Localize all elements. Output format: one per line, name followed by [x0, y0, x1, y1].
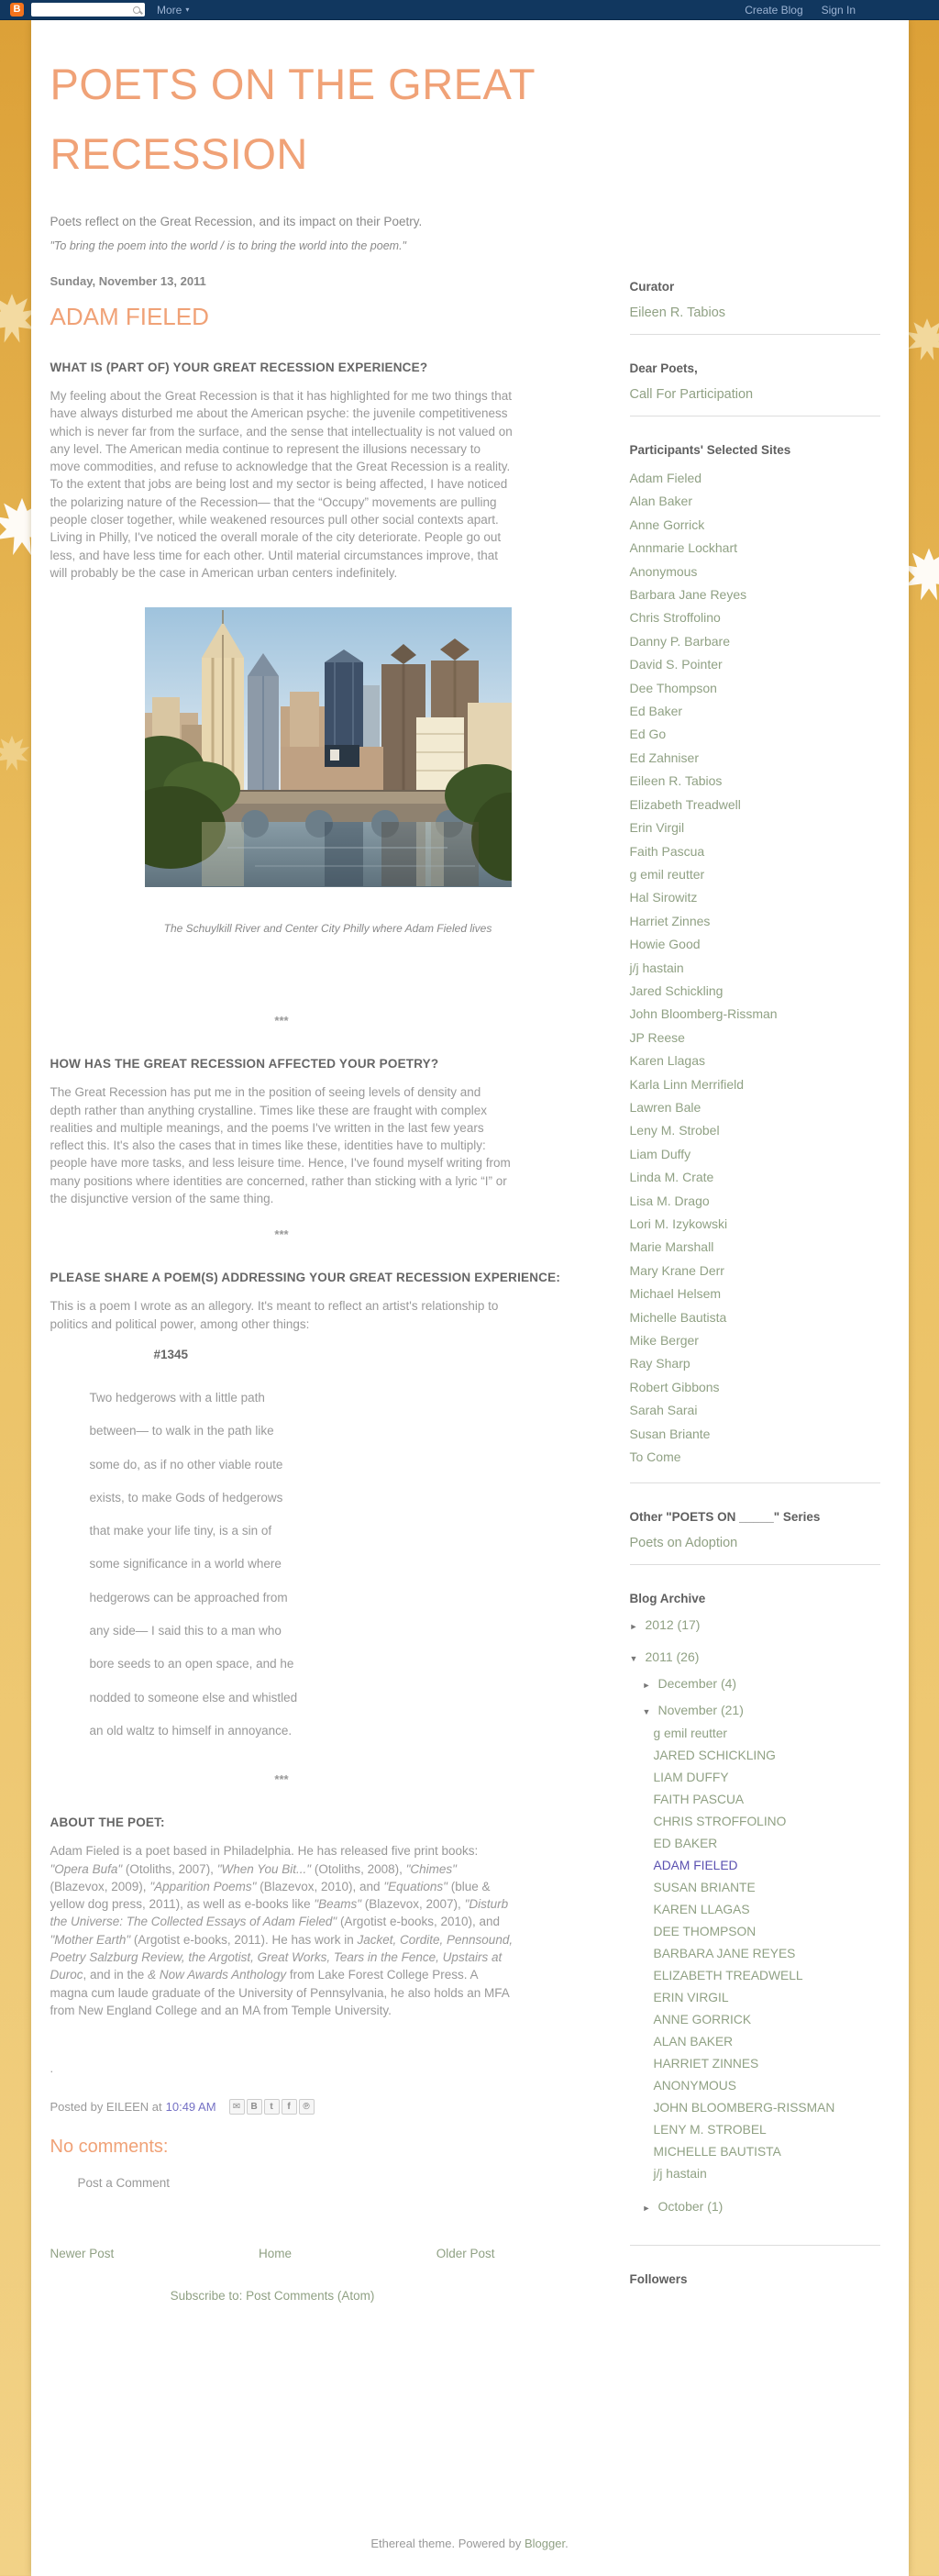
search-input[interactable]	[36, 5, 133, 15]
blogger-link[interactable]: Blogger	[524, 2537, 566, 2550]
section-separator: ***	[274, 1014, 289, 1028]
archive-post-link[interactable]: FAITH PASCUA	[653, 1793, 745, 1807]
arrow-right-icon[interactable]: ►	[642, 1681, 651, 1691]
post-image-philly-skyline[interactable]	[145, 607, 512, 887]
section-separator: ***	[274, 1772, 289, 1787]
arrow-down-icon[interactable]: ▼	[629, 1654, 638, 1664]
poem-line: an old waltz to himself in annoyance.	[89, 1723, 293, 1738]
share-icon[interactable]: B	[247, 2099, 262, 2115]
sign-in-link[interactable]: Sign In	[821, 3, 856, 17]
poem-line: some significance in a world where	[89, 1557, 282, 1571]
footer-text: Ethereal theme. Powered by	[370, 2537, 525, 2550]
comments-heading: No comments:	[50, 2137, 169, 2158]
participant-link[interactable]: Ed Baker	[629, 704, 683, 719]
archive-post-link[interactable]: LENY M. STROBEL	[653, 2123, 767, 2137]
share-icon[interactable]: ℗	[299, 2099, 315, 2115]
archive-year-2012-link[interactable]: 2012 (17)	[645, 1617, 701, 1633]
blog-description: Poets reflect on the Great Recession, and its impact on their Poetry.	[50, 215, 423, 228]
archive-post-link[interactable]: MICHELLE BAUTISTA	[653, 2145, 781, 2160]
footer-attribution	[31, 2537, 909, 2550]
participant-link[interactable]: Harriet Zinnes	[629, 913, 711, 928]
archive-post-link[interactable]: HARRIET ZINNES	[653, 2057, 759, 2071]
post-title[interactable]: ADAM FIELED	[50, 303, 209, 330]
archive-november-posts	[654, 1723, 895, 2185]
question-heading-1: WHAT IS (PART OF) YOUR GREAT RECESSION EXPERIENCE?	[50, 361, 428, 374]
search-bar	[31, 3, 145, 17]
home-link[interactable]: Home	[258, 2247, 292, 2261]
share-icon[interactable]: ✉	[229, 2099, 245, 2115]
sidebar-divider	[630, 334, 880, 335]
archive-post-link[interactable]: JARED SCHICKLING	[653, 1749, 776, 1763]
search-icon[interactable]	[133, 6, 140, 14]
posted-by-text: Posted by EILEEN at	[50, 2100, 162, 2115]
participant-link[interactable]: Robert Gibbons	[629, 1379, 720, 1394]
share-buttons	[229, 2099, 315, 2115]
archive-post-link[interactable]: g emil reutter	[653, 1727, 728, 1741]
archive-post-link[interactable]: ERIN VIRGIL	[653, 1991, 729, 2005]
participant-link[interactable]: Linda M. Crate	[629, 1170, 714, 1185]
poem-line: hedgerows can be approached from	[89, 1590, 288, 1604]
answer-paragraph-2: The Great Recession has put me in the position of seeing levels of density and depth rather than anything crystalline. Times like these are fraught with complex realities and multiple meanings, and the poems I've written in the last few years reflect this. It's also the cases that in times like these, identities have to multiply: people have more tasks, and less leisure time. Hence, I've found myself writing from many positions where identities are concerned, rather than sticking with a lyric “I” or the disjunctive version of the same thing.	[50, 1085, 511, 1206]
post-column	[50, 252, 630, 2304]
archive-month-october-link[interactable]: October (1)	[657, 2199, 724, 2215]
archive-post-link[interactable]: LIAM DUFFY	[653, 1771, 729, 1785]
archive-post-link[interactable]: KAREN LLAGAS	[653, 1903, 750, 1917]
more-menu-label: More	[157, 3, 182, 17]
sidebar-divider	[630, 1564, 880, 1565]
poem-line: nodded to someone else and whistled	[89, 1690, 298, 1704]
call-for-participation-link[interactable]: Call For Participation	[629, 387, 754, 402]
participant-link[interactable]: Sarah Sarai	[629, 1403, 698, 1418]
archive-post-link[interactable]: DEE THOMPSON	[653, 1925, 757, 1939]
poem-line: exists, to make Gods of hedgerows	[89, 1490, 283, 1505]
poem-line: bore seeds to an open space, and he	[89, 1657, 294, 1671]
participant-link[interactable]: Ray Sharp	[629, 1356, 690, 1371]
poem-line: any side— I said this to a man who	[89, 1624, 282, 1638]
archive-month-november-link[interactable]: November (21)	[657, 1703, 744, 1718]
poem-line: Two hedgerows with a little path	[89, 1390, 265, 1405]
participant-link[interactable]: Anonymous	[629, 563, 698, 579]
blogger-navbar	[0, 0, 939, 20]
sidebar-divider	[630, 2245, 880, 2246]
section-separator: ***	[274, 1227, 289, 1242]
participant-link[interactable]: Lisa M. Drago	[629, 1193, 710, 1208]
participant-link[interactable]: Ed Zahniser	[629, 749, 699, 765]
participant-link[interactable]: Anne Gorrick	[629, 516, 705, 532]
participant-link[interactable]: g emil reutter	[629, 866, 705, 882]
archive-month-december-link[interactable]: December (4)	[657, 1676, 737, 1692]
share-icon[interactable]: t	[264, 2099, 280, 2115]
navbar-right	[745, 4, 856, 17]
participant-link[interactable]: Liam Duffy	[629, 1146, 691, 1161]
create-blog-link[interactable]: Create Blog	[745, 3, 803, 17]
sidebar-heading-blog-archive: Blog Archive	[629, 1592, 706, 1606]
archive-post-link[interactable]: ADAM FIELED	[653, 1859, 738, 1873]
question-heading-2: HOW HAS THE GREAT RECESSION AFFECTED YOUR POETRY?	[50, 1057, 439, 1071]
blog-header	[31, 20, 909, 252]
chevron-down-icon: ▾	[185, 6, 190, 14]
gadget-blog-archive	[630, 1592, 895, 2219]
participant-link[interactable]: JP Reese	[629, 1029, 685, 1045]
poets-on-adoption-link[interactable]: Poets on Adoption	[629, 1536, 738, 1551]
participant-link[interactable]: Karla Linn Merrifield	[629, 1076, 744, 1092]
participant-link[interactable]: Elizabeth Treadwell	[629, 796, 741, 812]
participant-link[interactable]: Michelle Bautista	[629, 1309, 727, 1325]
arrow-right-icon[interactable]: ►	[629, 1622, 638, 1632]
answer-paragraph-1: My feeling about the Great Recession is that it has highlighted for me two things that have always disturbed me about the American psyche: the juvenile competitiveness which is never far from the surface, and the sense that intellectuality is not valued on any level. The American media continue to represent the illusions necessary to move commodities, and refuse to acknowledge that the Great Recession is a reality. To the extent that jobs are being lost and my sector is being affected, I have noticed the polarizing nature of the Recession— that the “Occupy” movements are pulling people closer together, while weakened resources pull other social contexts apart. Living in Philly, I've noticed the overall morale of the city deteriorate. People go out less, and have less time for each other. Until material circumstances improve, that will probably be the case in American urban centers indefinitely.	[50, 389, 513, 580]
participant-link[interactable]: j/j hastain	[629, 960, 684, 975]
leaf-decoration	[904, 316, 939, 362]
archive-post-link[interactable]: JOHN BLOOMBERG-RISSMAN	[653, 2101, 835, 2115]
question-heading-3: PLEASE SHARE A POEM(S) ADDRESSING YOUR GREAT RECESSION EXPERIENCE:	[50, 1271, 561, 1285]
older-post-link[interactable]: Older Post	[436, 2247, 495, 2261]
subscribe-link[interactable]: Subscribe to: Post Comments (Atom)	[170, 2289, 375, 2304]
participant-link[interactable]: Lawren Bale	[629, 1099, 701, 1115]
sidebar-heading-other-series: Other "POETS ON _____" Series	[629, 1510, 821, 1525]
sidebar-heading-dear-poets: Dear Poets,	[629, 361, 698, 375]
gadget-curator	[630, 280, 895, 320]
blog-page	[31, 20, 909, 2576]
footer-period: .	[565, 2537, 569, 2550]
poem	[50, 1389, 630, 1739]
participant-link[interactable]: Dee Thompson	[629, 680, 717, 695]
about-heading: ABOUT THE POET:	[50, 1815, 165, 1830]
gadget-participants	[630, 443, 895, 1469]
archive-post-link[interactable]: ANONYMOUS	[653, 2079, 736, 2093]
participant-link[interactable]: Barbara Jane Reyes	[629, 587, 747, 603]
blogger-logo-icon[interactable]: B	[10, 3, 24, 17]
archive-post-link[interactable]: CHRIS STROFFOLINO	[653, 1815, 787, 1829]
archive-year-2011-link[interactable]: 2011 (26)	[645, 1649, 700, 1665]
leaf-decoration	[0, 734, 31, 772]
participant-link[interactable]: Leny M. Strobel	[629, 1123, 720, 1138]
participant-link[interactable]: Ed Go	[629, 727, 667, 742]
timestamp-link[interactable]: 10:49 AM	[165, 2100, 216, 2115]
sidebar	[630, 252, 895, 2304]
about-paragraph: Adam Fieled is a poet based in Philadelphia. He has released five print books: "Opera Bufa" (Otoliths, 2007), "When You Bit..." (Otoliths, 2008), "Chimes" (Blazevox, 2009), "Apparition Poems" (Blazevox, 2010), and "Equations" (blue & yellow dog press, 2011), as well as e-books like "Beams" (Blazevox, 2007), "Disturb the Universe: The Collected Essays of Adam Fieled" (Argotist e-books, 2010), and "Mother Earth" (Argotist e-books, 2011). He has work in Jacket, Cordite, Pennsound, Poetry Salzburg Review, the Argotist, Great Works, Tears in the Fence, Upstairs at Duroc, and in the & Now Awards Anthology from Lake Forest College Press. A magna cum laude graduate of the University of Pennsylvania, he also holds an MFA from New England College and an MA from Temple University.	[50, 1844, 514, 2017]
participant-link[interactable]: Michael Helsem	[629, 1286, 722, 1302]
participant-link[interactable]: Jared Schickling	[629, 983, 724, 998]
archive-post-link[interactable]: BARBARA JANE REYES	[653, 1947, 796, 1961]
gadget-dear-poets	[630, 361, 895, 402]
post-image-block	[145, 607, 512, 935]
poem-line: between— to walk in the path like	[89, 1424, 274, 1438]
poem-number: #1345	[153, 1347, 189, 1361]
participant-link[interactable]: Eileen R. Tabios	[629, 773, 723, 789]
participant-link[interactable]: To Come	[629, 1449, 681, 1465]
participant-link[interactable]: Mike Berger	[629, 1333, 699, 1349]
participant-link[interactable]: Susan Briante	[629, 1426, 711, 1441]
archive-post-link[interactable]: ALAN BAKER	[653, 2035, 734, 2049]
participant-link[interactable]: Howie Good	[629, 937, 701, 952]
archive-post-link[interactable]: SUSAN BRIANTE	[653, 1881, 756, 1895]
sidebar-heading-participants: Participants' Selected Sites	[629, 443, 791, 457]
blog-quote: "To bring the poem into the world / is to bring the world into the poem."	[50, 239, 406, 252]
post-byline	[50, 2099, 630, 2115]
more-menu[interactable]	[157, 4, 189, 17]
gadget-other-series	[630, 1510, 895, 1550]
participant-link[interactable]: Danny P. Barbare	[629, 633, 730, 649]
poem-line: some do, as if no other viable route	[89, 1457, 283, 1471]
archive-post-link[interactable]: ED BAKER	[653, 1837, 718, 1851]
participant-link[interactable]: Karen Llagas	[629, 1053, 706, 1069]
participants-list	[630, 467, 895, 1469]
participant-link[interactable]: David S. Pointer	[629, 657, 723, 672]
participant-link[interactable]: Erin Virgil	[629, 820, 685, 836]
subscribe-row	[50, 2288, 495, 2304]
poem-intro: This is a poem I wrote as an allegory. It's meant to reflect an artist's relationship to politics and political power, among other things:	[50, 1299, 499, 1331]
poem-line: that make your life tiny, is a sin of	[89, 1524, 272, 1538]
participant-link[interactable]: Hal Sirowitz	[629, 890, 698, 905]
arrow-right-icon[interactable]: ►	[642, 2204, 651, 2214]
blog-title[interactable]: POETS ON THE GREAT RECESSION	[50, 60, 536, 178]
arrow-down-icon[interactable]: ▼	[642, 1707, 651, 1717]
participant-link[interactable]: Faith Pascua	[629, 843, 705, 859]
curator-link[interactable]: Eileen R. Tabios	[629, 305, 726, 320]
archive-post-link[interactable]: j/j hastain	[653, 2167, 707, 2182]
gadget-followers	[630, 2272, 895, 2286]
image-caption: The Schuylkill River and Center City Philly where Adam Fieled lives	[163, 922, 492, 936]
participant-link[interactable]: Alan Baker	[629, 494, 692, 509]
participant-link[interactable]: Marie Marshall	[629, 1239, 714, 1255]
stray-period: .	[50, 2061, 54, 2076]
archive-post-link[interactable]: ELIZABETH TREADWELL	[653, 1969, 803, 1983]
sidebar-heading-curator: Curator	[629, 280, 675, 294]
sidebar-heading-followers: Followers	[629, 2272, 688, 2287]
share-icon[interactable]: f	[282, 2099, 297, 2115]
participant-link[interactable]: Mary Krane Derr	[629, 1262, 724, 1278]
newer-post-link[interactable]: Newer Post	[50, 2247, 115, 2261]
participant-link[interactable]: Adam Fieled	[629, 471, 702, 485]
participant-link[interactable]: Lori M. Izykowski	[629, 1216, 728, 1231]
pager	[50, 2247, 495, 2260]
sidebar-divider	[630, 1482, 880, 1483]
post-comment-link[interactable]: Post a Comment	[77, 2176, 171, 2191]
archive-post-link[interactable]: ANNE GORRICK	[653, 2013, 752, 2027]
participant-link[interactable]: Chris Stroffolino	[629, 610, 721, 626]
participant-link[interactable]: John Bloomberg-Rissman	[629, 1006, 778, 1022]
post-date: Sunday, November 13, 2011	[50, 274, 206, 288]
participant-link[interactable]: Annmarie Lockhart	[629, 540, 738, 556]
